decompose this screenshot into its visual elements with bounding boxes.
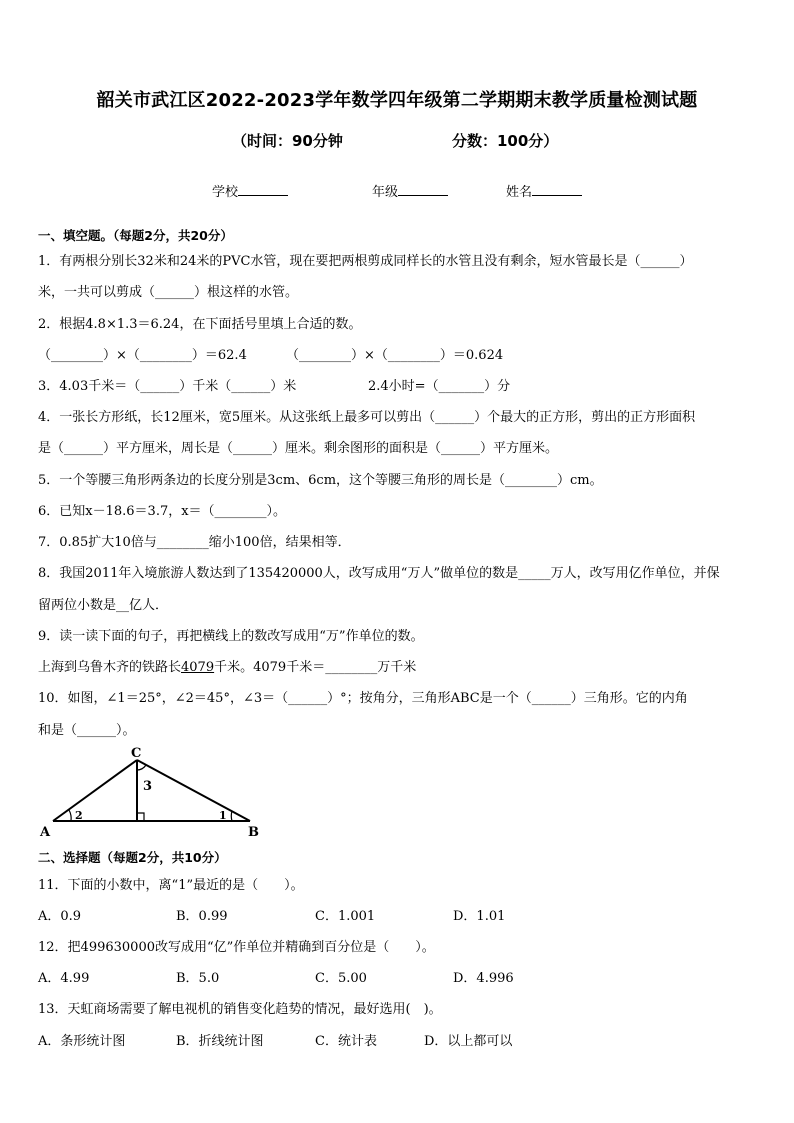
q11-option-d: D．1.01 bbox=[453, 909, 506, 924]
vertex-a-label: A bbox=[40, 825, 51, 840]
question-10-line-2: 和是（______）。 bbox=[38, 723, 136, 738]
section-fill-blank-heading: 一、填空题。（每题2分，共20分） bbox=[38, 228, 233, 243]
q13-option-a: A．条形统计图 bbox=[38, 1034, 126, 1049]
angle-2-label: 2 bbox=[75, 809, 83, 822]
question-12: 12．把499630000改写成用“亿”作单位并精确到百分位是（ ）。 bbox=[38, 940, 435, 955]
exam-time: （时间：90分钟 bbox=[232, 132, 343, 150]
q12-option-c: C．5.00 bbox=[315, 971, 367, 986]
question-8-line-1: 8．我国2011年入境旅游人数达到了135420000人，改写成用“万人”做单位的数是_____万人，改写用亿作单位，并保 bbox=[38, 566, 720, 581]
question-9-line-1: 9．读一读下面的句子，再把横线上的数改写成用“万”作单位的数。 bbox=[38, 629, 424, 644]
vertex-c-label: C bbox=[131, 746, 142, 761]
q12-option-d: D．4.996 bbox=[453, 971, 514, 986]
question-1-line-2: 米，一共可以剪成（______）根这样的水管。 bbox=[38, 285, 299, 300]
question-2: 2．根据4.8×1.3＝6.24，在下面括号里填上合适的数。 bbox=[38, 317, 362, 332]
triangle-abc-figure bbox=[36, 745, 268, 841]
q11-option-b: B．0.99 bbox=[176, 909, 228, 924]
q11-option-c: C．1.001 bbox=[315, 909, 376, 924]
grade-field: 年级 bbox=[372, 181, 448, 200]
question-7: 7．0.85扩大10倍与________缩小100倍，结果相等． bbox=[38, 535, 351, 550]
question-3-part-b: 2.4小时=（_______）分 bbox=[368, 379, 511, 394]
question-2-part-a: （________）×（________）＝62.4 bbox=[38, 348, 247, 363]
question-5: 5．一个等腰三角形两条边的长度分别是3cm、6cm，这个等腰三角形的周长是（________）cm。 bbox=[38, 473, 603, 488]
question-9-line-2: 上海到乌鲁木齐的铁路长4079千米。4079千米＝________万千米 bbox=[38, 660, 417, 675]
railway-length-number: 4079 bbox=[181, 660, 215, 675]
q13-option-c: C．统计表 bbox=[315, 1034, 377, 1049]
section-choice-heading: 二、选择题（每题2分，共10分） bbox=[38, 850, 227, 865]
q13-option-b: B．折线统计图 bbox=[176, 1034, 264, 1049]
question-10-line-1: 10．如图，∠1＝25°，∠2＝45°，∠3＝（______）°；按角分，三角形ABC是一个（______）三角形。它的内角 bbox=[38, 691, 688, 706]
question-1-line-1: 1．有两根分别长32米和24米的PVC水管，现在要把两根剪成同样长的水管且没有剩余，短水管最长是（______） bbox=[38, 254, 693, 269]
question-4-line-1: 4．一张长方形纸，长12厘米，宽5厘米。从这张纸上最多可以剪出（______）个最大的正方形，剪出的正方形面积 bbox=[38, 410, 696, 425]
name-field: 姓名 bbox=[506, 181, 582, 200]
question-3-part-a: 3．4.03千米＝（______）千米（______）米 bbox=[38, 379, 297, 394]
q11-option-a: A．0.9 bbox=[38, 909, 82, 924]
vertex-b-label: B bbox=[248, 825, 259, 840]
angle-1-label: 1 bbox=[219, 809, 227, 822]
question-4-line-2: 是（______）平方厘米，周长是（______）厘米。剩余图形的面积是（______）平方厘米。 bbox=[38, 441, 559, 456]
exam-score: 分数：100分） bbox=[452, 132, 559, 150]
question-13: 13．天虹商场需要了解电视机的销售变化趋势的情况，最好选用( )。 bbox=[38, 1002, 442, 1017]
q12-option-b: B．5.0 bbox=[176, 971, 220, 986]
question-8-line-2: 留两位小数是__亿人． bbox=[38, 598, 169, 613]
question-11: 11．下面的小数中，离“1”最近的是（ ）。 bbox=[38, 878, 304, 893]
question-6: 6．已知x－18.6＝3.7，x＝（________）。 bbox=[38, 504, 287, 519]
angle-3-label: 3 bbox=[143, 779, 153, 794]
question-2-part-b: （________）×（________）＝0.624 bbox=[286, 348, 504, 363]
exam-title: 韶关市武江区2022-2023学年数学四年级第二学期期末教学质量检测试题 bbox=[96, 90, 698, 111]
q12-option-a: A．4.99 bbox=[38, 971, 90, 986]
q13-option-d: D．以上都可以 bbox=[424, 1034, 513, 1049]
school-field: 学校 bbox=[212, 181, 288, 200]
